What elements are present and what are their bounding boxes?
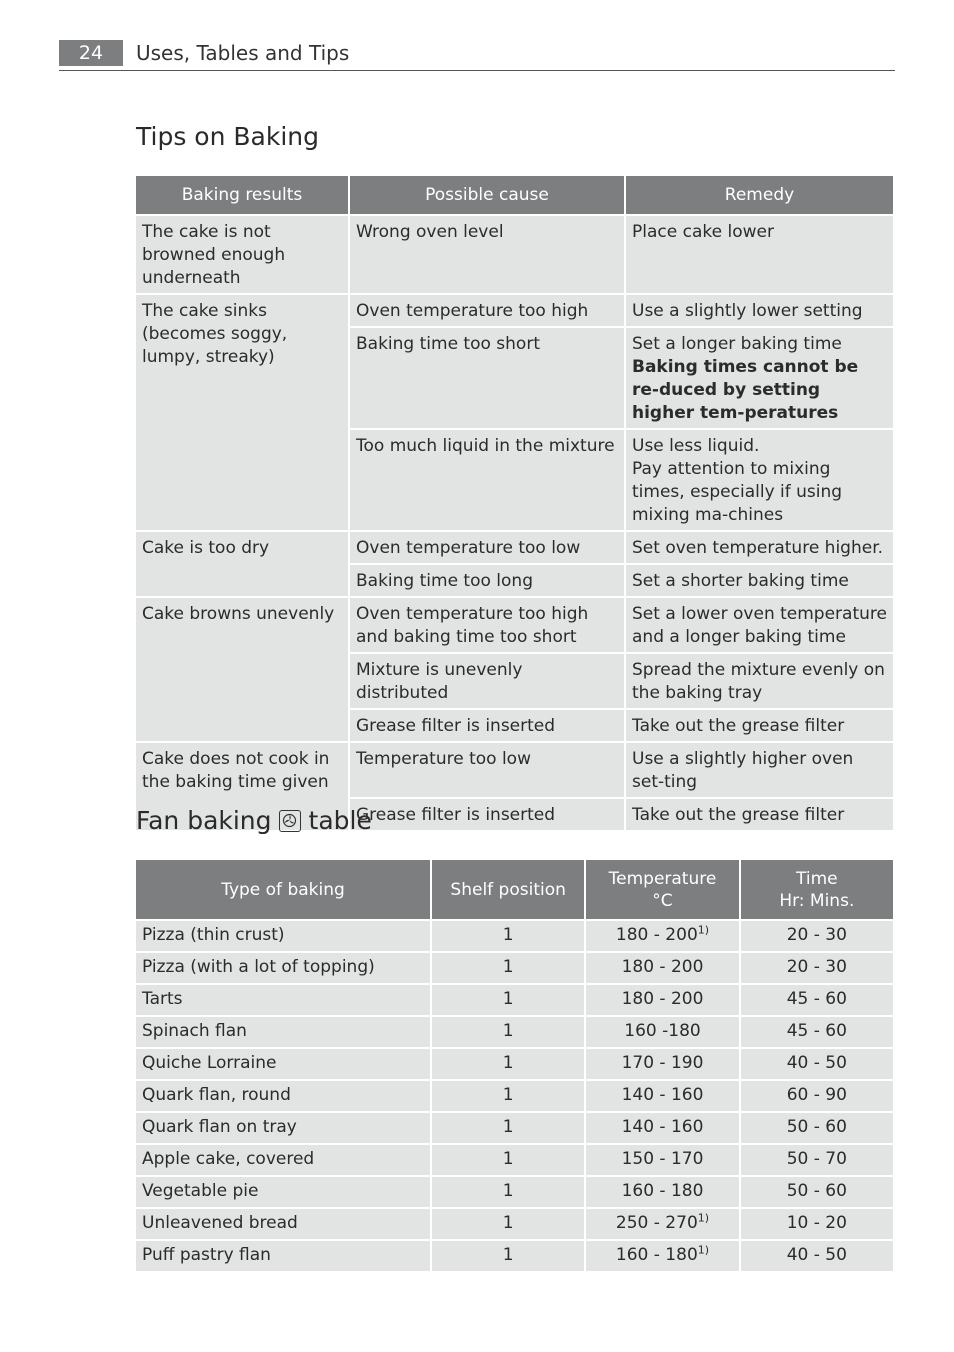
table-row (136, 1145, 893, 1175)
table-row (136, 598, 893, 652)
shelf-position-cell: 1 (432, 985, 584, 1015)
col-time (741, 860, 893, 919)
temperature-cell (586, 1145, 738, 1175)
baking-type-cell: Quark flan on tray (136, 1113, 430, 1143)
baking-type-cell: Pizza (with a lot of topping) (136, 953, 430, 983)
remedy-extra: Pay attention to mixing times, especially if using mixing ma-chines (632, 459, 843, 525)
possible-cause-cell: Too much liquid in the mixture (350, 430, 624, 530)
remedy-text: Take out the grease filter (632, 716, 845, 736)
remedy-cell (626, 328, 893, 428)
col-temperature (586, 860, 738, 919)
temperature-value: 180 - 200 (621, 957, 704, 977)
shelf-position-cell: 1 (432, 953, 584, 983)
table-row (136, 1049, 893, 1079)
shelf-position-cell: 1 (432, 1145, 584, 1175)
baking-type-cell: Unleavened bread (136, 1209, 430, 1239)
temperature-value: 180 - 200 (615, 925, 698, 945)
baking-type-cell: Quark flan, round (136, 1081, 430, 1111)
time-cell: 50 - 60 (741, 1177, 893, 1207)
shelf-position-cell: 1 (432, 1209, 584, 1239)
possible-cause-cell: Mixture is unevenly distributed (350, 654, 624, 708)
remedy-text: Take out the grease filter (632, 805, 845, 825)
possible-cause-cell: Baking time too short (350, 328, 624, 428)
section-title: Uses, Tables and Tips (136, 41, 350, 65)
temperature-cell (586, 921, 738, 951)
remedy-text: Set a lower oven temperature and a longer baking time (632, 604, 887, 647)
fan-baking-table (134, 858, 895, 1273)
baking-result-cell: Cake browns unevenly (136, 598, 348, 741)
remedy-text: Use a slightly higher oven set-ting (632, 749, 854, 792)
temperature-value: 170 - 190 (621, 1053, 704, 1073)
temp-header-line2: °C (652, 890, 673, 911)
table-row (136, 1209, 893, 1239)
fan-title (136, 806, 372, 836)
table-row (136, 295, 893, 326)
remedy-cell (626, 710, 893, 741)
footnote-marker: 1) (697, 923, 710, 937)
temperature-value: 160 - 180 (615, 1245, 698, 1265)
remedy-cell (626, 743, 893, 797)
temperature-cell (586, 1017, 738, 1047)
possible-cause-cell: Oven temperature too high (350, 295, 624, 326)
baking-type-cell: Quiche Lorraine (136, 1049, 430, 1079)
footnote-marker: 1) (697, 1243, 710, 1257)
baking-type-cell: Spinach flan (136, 1017, 430, 1047)
remedy-cell (626, 216, 893, 293)
remedy-text: Set a longer baking time (632, 334, 842, 354)
temperature-cell (586, 985, 738, 1015)
temperature-cell (586, 1113, 738, 1143)
tips-title: Tips on Baking (136, 122, 319, 151)
temperature-value: 160 - 180 (621, 1181, 704, 1201)
temp-header-line1: Temperature (608, 868, 717, 889)
table-row (136, 216, 893, 293)
shelf-position-cell: 1 (432, 1241, 584, 1271)
tips-col-header: Baking results (136, 176, 348, 214)
shelf-position-cell: 1 (432, 1177, 584, 1207)
temperature-value: 250 - 270 (615, 1213, 698, 1233)
remedy-text: Set oven temperature higher. (632, 538, 884, 558)
shelf-position-cell: 1 (432, 1017, 584, 1047)
possible-cause-cell: Temperature too low (350, 743, 624, 797)
shelf-position-cell: 1 (432, 1081, 584, 1111)
baking-type-cell: Puff pastry flan (136, 1241, 430, 1271)
time-cell: 10 - 20 (741, 1209, 893, 1239)
remedy-cell (626, 565, 893, 596)
table-row (136, 1241, 893, 1271)
possible-cause-cell: Baking time too long (350, 565, 624, 596)
remedy-text: Place cake lower (632, 222, 774, 242)
fan-header-row (136, 860, 893, 919)
possible-cause-cell: Grease filter is inserted (350, 799, 624, 830)
table-row (136, 1017, 893, 1047)
temperature-value: 180 - 200 (621, 989, 704, 1009)
time-cell: 60 - 90 (741, 1081, 893, 1111)
table-row (136, 532, 893, 563)
baking-result-cell: The cake sinks (becomes soggy, lumpy, streaky) (136, 295, 348, 530)
baking-type-cell: Tarts (136, 985, 430, 1015)
tips-col-header: Possible cause (350, 176, 624, 214)
remedy-cell (626, 295, 893, 326)
page-number: 24 (59, 40, 123, 66)
possible-cause-cell: Oven temperature too high and baking time too short (350, 598, 624, 652)
shelf-position-cell: 1 (432, 1049, 584, 1079)
time-cell: 50 - 60 (741, 1113, 893, 1143)
col-shelf-position: Shelf position (432, 860, 584, 919)
remedy-text: Use a slightly lower setting (632, 301, 863, 321)
time-cell: 20 - 30 (741, 953, 893, 983)
time-cell: 50 - 70 (741, 1145, 893, 1175)
shelf-position-cell: 1 (432, 921, 584, 951)
table-row (136, 921, 893, 951)
remedy-cell (626, 654, 893, 708)
time-cell: 45 - 60 (741, 985, 893, 1015)
baking-type-cell: Vegetable pie (136, 1177, 430, 1207)
temperature-value: 160 -180 (624, 1021, 701, 1041)
baking-type-cell: Apple cake, covered (136, 1145, 430, 1175)
remedy-cell (626, 799, 893, 830)
possible-cause-cell: Grease filter is inserted (350, 710, 624, 741)
temperature-cell (586, 1049, 738, 1079)
footnote-marker: 1) (697, 1211, 710, 1225)
baking-result-cell: The cake is not browned enough underneath (136, 216, 348, 293)
time-header-line2: Hr: Mins. (779, 890, 855, 911)
temperature-cell (586, 953, 738, 983)
table-row (136, 1177, 893, 1207)
tips-header-row (136, 176, 893, 214)
remedy-text: Use less liquid. (632, 436, 760, 456)
temperature-value: 150 - 170 (621, 1149, 704, 1169)
time-cell: 45 - 60 (741, 1017, 893, 1047)
shelf-position-cell: 1 (432, 1113, 584, 1143)
baking-result-cell: Cake does not cook in the baking time given (136, 743, 348, 830)
tips-col-header: Remedy (626, 176, 893, 214)
possible-cause-cell: Oven temperature too low (350, 532, 624, 563)
time-cell: 20 - 30 (741, 921, 893, 951)
col-type-of-baking: Type of baking (136, 860, 430, 919)
table-row (136, 985, 893, 1015)
time-cell: 40 - 50 (741, 1241, 893, 1271)
time-header-line1: Time (796, 868, 838, 889)
table-row (136, 1081, 893, 1111)
tips-table (134, 174, 895, 832)
baking-type-cell: Pizza (thin crust) (136, 921, 430, 951)
remedy-text: Set a shorter baking time (632, 571, 849, 591)
remedy-cell (626, 532, 893, 563)
fan-oven-icon (279, 810, 301, 832)
possible-cause-cell: Wrong oven level (350, 216, 624, 293)
remedy-cell (626, 598, 893, 652)
temperature-cell (586, 1081, 738, 1111)
remedy-cell (626, 430, 893, 530)
temperature-value: 140 - 160 (621, 1117, 704, 1137)
temperature-cell (586, 1241, 738, 1271)
table-row (136, 743, 893, 797)
table-row (136, 1113, 893, 1143)
fan-title-suffix: table (308, 806, 372, 835)
table-row (136, 953, 893, 983)
fan-title-text: Fan baking (136, 806, 272, 835)
remedy-text: Spread the mixture evenly on the baking tray (632, 660, 885, 703)
page-header (59, 40, 895, 71)
temperature-value: 140 - 160 (621, 1085, 704, 1105)
temperature-cell (586, 1209, 738, 1239)
remedy-warning: Baking times cannot be re-duced by setting higher tem-peratures (632, 357, 859, 423)
baking-result-cell: Cake is too dry (136, 532, 348, 596)
time-cell: 40 - 50 (741, 1049, 893, 1079)
temperature-cell (586, 1177, 738, 1207)
